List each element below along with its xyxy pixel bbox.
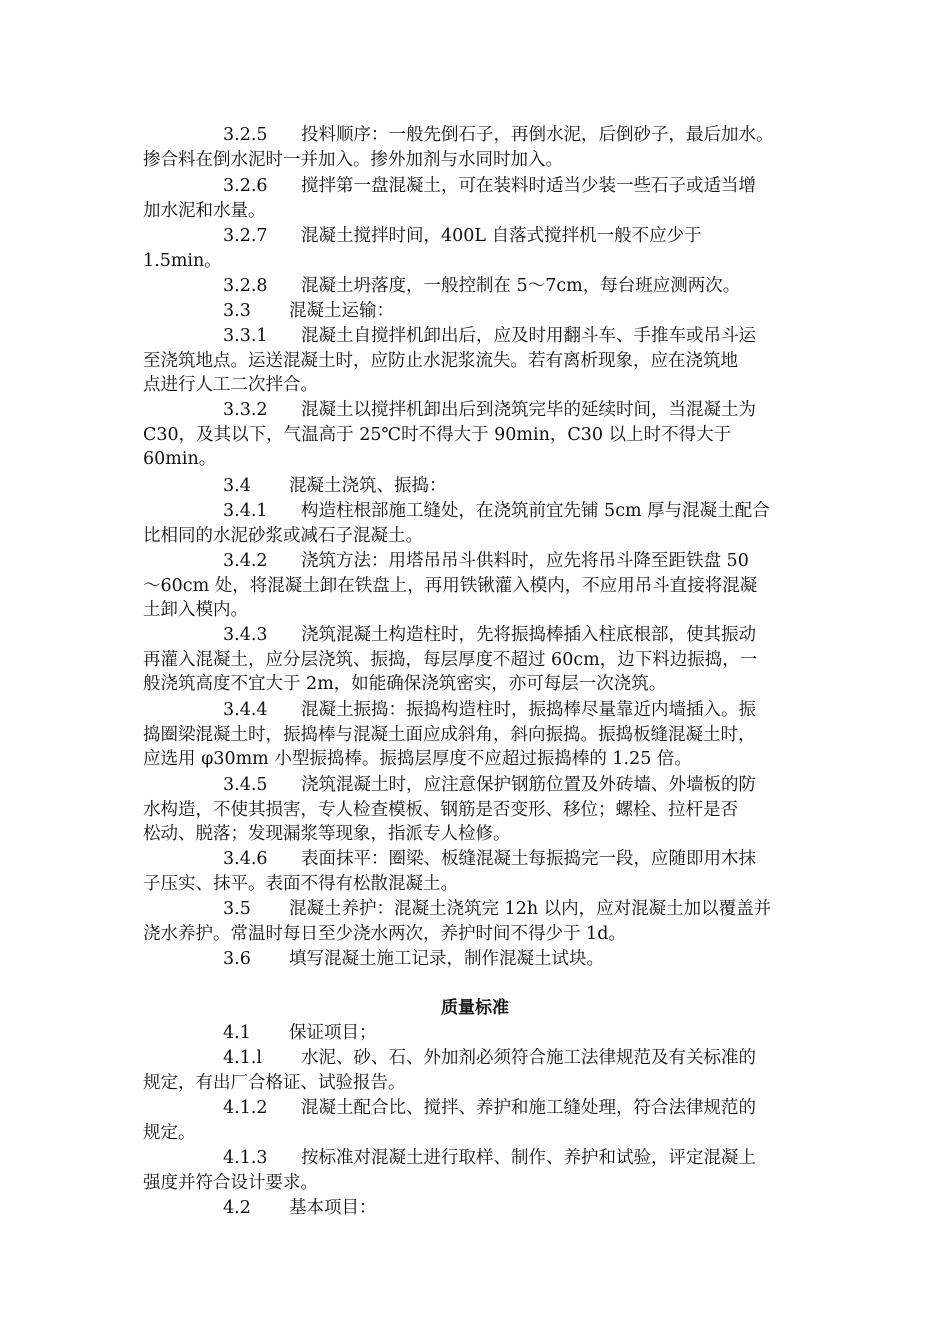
paragraph-3-2-7 xyxy=(143,224,808,273)
paragraph-line: 60min。 xyxy=(143,449,217,469)
paragraph-first-line xyxy=(143,474,808,499)
paragraph-line: 掺合料在倒水泥时一并加入。掺外加剂与水同时加入。 xyxy=(143,149,563,170)
paragraph-3-4 xyxy=(143,474,808,499)
paragraph-3-5 xyxy=(143,897,808,946)
clause-number: 3.4 xyxy=(223,476,251,496)
clause-number: 3.2.6 xyxy=(223,176,268,196)
paragraph-text: 水泥、砂、石、外加剂必须符合施工法律规范及有关标准的 xyxy=(301,1048,756,1068)
paragraph-line: 1.5min。 xyxy=(143,250,222,271)
paragraph-3-4-3 xyxy=(143,623,808,697)
paragraph-first-line xyxy=(143,698,808,723)
paragraph-first-line xyxy=(143,398,808,423)
paragraph-line: 捣圈梁混凝土时，振捣棒与混凝土面应成斜角，斜向振捣。振捣板缝混凝土时， xyxy=(143,724,756,745)
paragraph-first-line xyxy=(143,1146,808,1171)
paragraph-3-2-6 xyxy=(143,174,808,223)
paragraph-first-line xyxy=(143,897,808,922)
paragraph-first-line xyxy=(143,1046,808,1071)
clause-number: 4.1.l xyxy=(223,1048,262,1068)
paragraph-line: 再灌入混凝土，应分层浇筑、振捣，每层厚度不超过 60cm，边下料边振捣，一 xyxy=(143,649,758,670)
paragraph-text: 混凝土搅拌时间，400L 自落式搅拌机一般不应少于 xyxy=(301,226,702,246)
clause-number: 3.6 xyxy=(223,949,251,969)
clause-number: 3.4.4 xyxy=(223,700,268,720)
clause-number: 3.5 xyxy=(223,899,251,919)
paragraph-line: 加水泥和水量。 xyxy=(143,200,266,221)
clause-number: 3.2.5 xyxy=(223,125,268,145)
clause-number: 3.4.1 xyxy=(223,501,268,521)
paragraph-text: 浇筑混凝土时，应注意保护钢筋位置及外砖墙、外墙板的防 xyxy=(301,775,756,795)
paragraph-first-line xyxy=(143,274,808,299)
paragraph-first-line xyxy=(143,324,808,349)
paragraph-text: 混凝土以搅拌机卸出后到浇筑完毕的延续时间，当混凝土为 xyxy=(301,400,756,420)
clause-number: 3.2.8 xyxy=(223,276,268,296)
paragraph-first-line xyxy=(143,1196,808,1221)
clause-number: 3.3.2 xyxy=(223,400,268,420)
paragraph-3-4-2 xyxy=(143,549,808,623)
section-heading: 质量标准 xyxy=(441,998,509,1018)
clause-number: 3.4.5 xyxy=(223,775,268,795)
paragraph-text: 混凝土运输： xyxy=(289,301,394,321)
paragraph-3-3-1 xyxy=(143,324,808,398)
paragraph-4-2 xyxy=(143,1196,808,1221)
paragraph-line: 比相同的水泥砂浆或减石子混凝土。 xyxy=(143,525,423,546)
clause-number: 3.4.2 xyxy=(223,551,268,571)
clause-number: 3.4.3 xyxy=(223,625,268,645)
paragraph-4-1 xyxy=(143,1021,808,1046)
paragraph-text: 混凝土自搅拌机卸出后，应及时用翻斗车、手推车或吊斗运 xyxy=(301,326,756,346)
paragraph-text: 投料顺序：一般先倒石子，再倒水泥，后倒砂子，最后加水。 xyxy=(301,125,774,145)
paragraph-first-line xyxy=(143,299,808,324)
paragraph-3-2-8 xyxy=(143,274,808,299)
paragraph-text: 构造柱根部施工缝处，在浇筑前宜先铺 5cm 厚与混凝土配合 xyxy=(301,501,770,521)
paragraph-line: 应选用 φ30mm 小型振捣棒。振捣层厚度不应超过振捣棒的 1.25 倍。 xyxy=(143,749,692,769)
clause-number: 3.4.6 xyxy=(223,849,268,869)
paragraph-line: C30，及其以下，气温高于 25℃时不得大于 90min，C30 以上时不得大于 xyxy=(143,424,732,445)
paragraph-text: 混凝土配合比、搅拌、养护和施工缝处理，符合法律规范的 xyxy=(301,1098,756,1118)
paragraph-3-2-5 xyxy=(143,123,808,172)
paragraph-first-line xyxy=(143,174,808,199)
paragraph-line: 强度并符合设计要求。 xyxy=(143,1172,318,1193)
paragraph-4-1-2 xyxy=(143,1096,808,1145)
clause-number: 3.3.1 xyxy=(223,326,268,346)
paragraph-4-1-1 xyxy=(143,1046,808,1095)
paragraph-text: 搅拌第一盘混凝土，可在装料时适当少装一些石子或适当增 xyxy=(301,176,756,196)
paragraph-line: 子压实、抹平。表面不得有松散混凝土。 xyxy=(143,873,458,894)
paragraph-first-line xyxy=(143,224,808,249)
paragraph-3-4-5 xyxy=(143,773,808,847)
paragraph-text: 按标准对混凝土进行取样、制作、养护和试验，评定混凝上 xyxy=(301,1148,756,1168)
paragraph-3-4-4 xyxy=(143,698,808,772)
clause-number: 4.1.2 xyxy=(223,1098,268,1118)
paragraph-text: 浇筑混凝土构造柱时，先将振捣棒插入柱底根部，使其振动 xyxy=(301,625,756,645)
paragraph-3-6 xyxy=(143,947,808,972)
paragraph-line: 水构造，不使其损害，专人检查模板、钢筋是否变形、移位；螺栓、拉杆是否 xyxy=(143,799,738,820)
paragraph-text: 混凝土坍落度，一般控制在 5～7cm，每台班应测两次。 xyxy=(301,276,741,296)
clause-number: 4.1.3 xyxy=(223,1148,268,1168)
paragraph-text: 表面抹平：圈梁、板缝混凝土每振捣完一段，应随即用木抹 xyxy=(301,849,756,869)
clause-number: 3.2.7 xyxy=(223,226,268,246)
paragraph-first-line xyxy=(143,123,808,148)
clause-number: 4.1 xyxy=(223,1023,251,1043)
paragraph-first-line xyxy=(143,1096,808,1121)
paragraph-4-1-3 xyxy=(143,1146,808,1195)
paragraph-first-line xyxy=(143,623,808,648)
paragraph-line: 松动、脱落；发现漏浆等现象，指派专人检修。 xyxy=(143,824,511,844)
paragraph-3-3-2 xyxy=(143,398,808,472)
paragraph-line: 浇水养护。常温时每日至少浇水两次，养护时间不得少于 1d。 xyxy=(143,923,626,944)
paragraph-text: 基本项目： xyxy=(289,1198,377,1218)
paragraph-line: 规定，有出厂合格证、试验报告。 xyxy=(143,1072,406,1093)
paragraph-first-line xyxy=(143,499,808,524)
clause-number: 3.3 xyxy=(223,301,251,321)
paragraph-text: 浇筑方法：用塔吊吊斗供料时，应先将吊斗降至距铁盘 50 xyxy=(301,551,749,571)
paragraph-line: 土卸入模内。 xyxy=(143,600,248,620)
paragraph-text: 填写混凝土施工记录，制作混凝土试块。 xyxy=(289,949,604,969)
paragraph-first-line xyxy=(143,1021,808,1046)
paragraph-3-3 xyxy=(143,299,808,324)
paragraph-first-line xyxy=(143,847,808,872)
paragraph-text: 混凝土浇筑、振捣： xyxy=(289,476,447,496)
paragraph-text: 混凝土振捣：振捣构造柱时，振捣棒尽量靠近内墙插入。振 xyxy=(301,700,756,720)
paragraph-line: 般浇筑高度不宜大于 2m，如能确保浇筑密实，亦可每层一次浇筑。 xyxy=(143,674,667,694)
paragraph-first-line xyxy=(143,549,808,574)
paragraph-first-line xyxy=(143,947,808,972)
paragraph-text: 混凝土养护：混凝土浇筑完 12h 以内，应对混凝土加以覆盖并 xyxy=(289,899,772,919)
paragraph-first-line xyxy=(143,773,808,798)
clause-number: 4.2 xyxy=(223,1198,251,1218)
paragraph-line: ～60cm 处，将混凝土卸在铁盘上，再用铁锹灌入模内，不应用吊斗直接将混凝 xyxy=(143,575,758,596)
paragraph-3-4-1 xyxy=(143,499,808,548)
paragraph-line: 规定。 xyxy=(143,1122,196,1143)
paragraph-line: 点进行人工二次拌合。 xyxy=(143,375,318,395)
paragraph-3-4-6 xyxy=(143,847,808,896)
paragraph-line: 至浇筑地点。运送混凝土时，应防止水泥浆流失。若有离析现象，应在浇筑地 xyxy=(143,350,738,371)
paragraph-text: 保证项目； xyxy=(289,1023,377,1043)
